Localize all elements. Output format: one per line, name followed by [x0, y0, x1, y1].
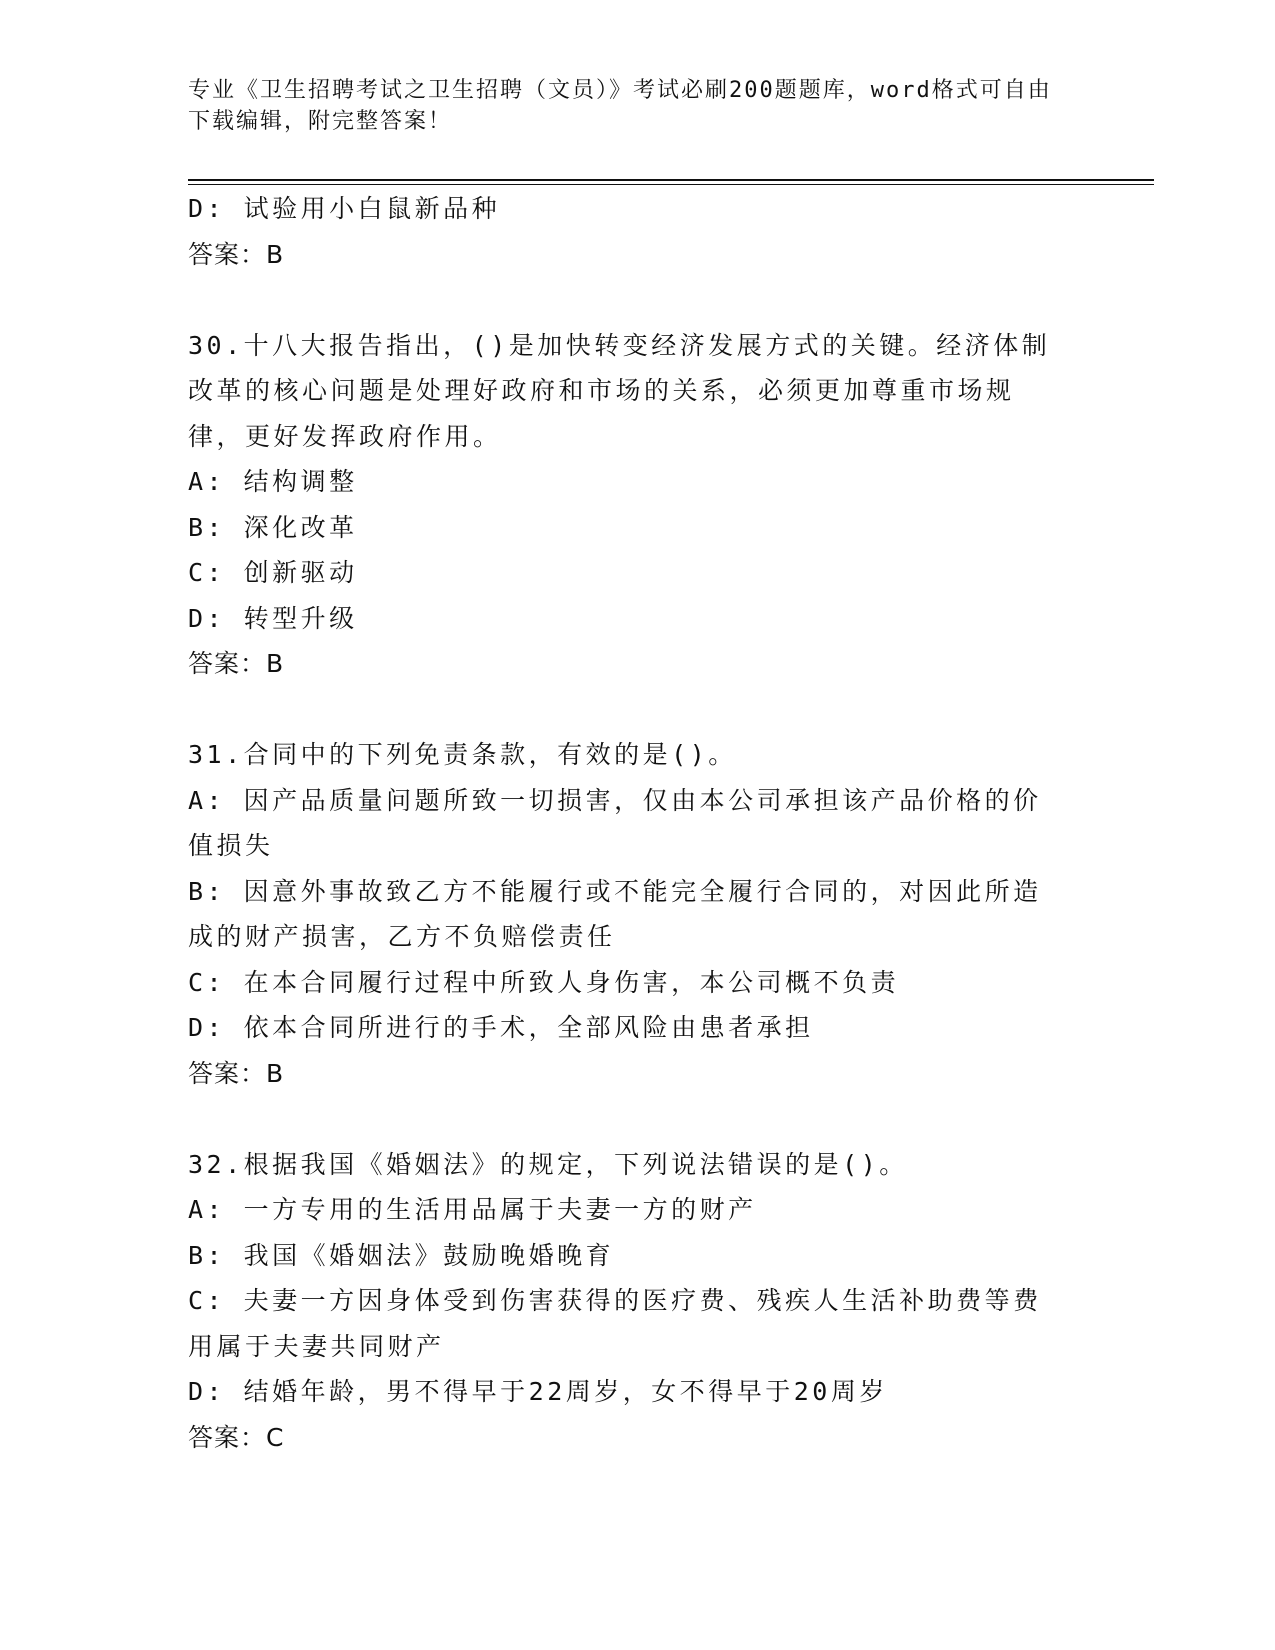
- option-b: B: 我国《婚姻法》鼓励晚婚晚育: [188, 1240, 615, 1270]
- question-stem: 32.根据我国《婚姻法》的规定，下列说法错误的是()。: [188, 1149, 908, 1179]
- question-32: [188, 1142, 1068, 1461]
- header-rule-thin: [188, 184, 1154, 185]
- header-rule-thick: [188, 179, 1154, 181]
- option-a: A: 一方专用的生活用品属于夫妻一方的财产: [188, 1195, 757, 1224]
- answer-line: 答案：C: [188, 1422, 285, 1452]
- question-stem: 30.十八大报告指出，()是加快转变经济发展方式的关键。经济体制改革的核心问题是处理好政府和市场的关系，必须更加尊重市场规律，更好发挥政府作用。: [188, 330, 1051, 451]
- option-c: C: 在本合同履行过程中所致人身伤害，本公司概不负责: [188, 967, 900, 997]
- document-header: 专业《卫生招聘考试之卫生招聘（文员）》考试必刷200题题库，word格式可自由下载编辑，附完整答案！: [188, 78, 1052, 134]
- option-c: C: 夫妻一方因身体受到伤害获得的医疗费、残疾人生活补助费等费用属于夫妻共同财产: [188, 1286, 1042, 1361]
- question-30: [188, 323, 1068, 687]
- spacer: [188, 687, 1068, 733]
- question-31: [188, 732, 1068, 1096]
- option-b: B: 因意外事故致乙方不能履行或不能完全履行合同的，对因此所造成的财产损害，乙方不负赔偿责任: [188, 876, 1042, 951]
- option-d: D: 依本合同所进行的手术，全部风险由患者承担: [188, 1013, 814, 1042]
- option-a: A: 因产品质量问题所致一切损害，仅由本公司承担该产品价格的价值损失: [188, 785, 1042, 860]
- option-a: A: 结构调整: [188, 467, 358, 496]
- answer-line: 答案：B: [188, 649, 285, 678]
- option-d: D: 转型升级: [188, 603, 358, 633]
- previous-question-tail: [188, 186, 1068, 277]
- question-stem: 31.合同中的下列免责条款，有效的是()。: [188, 740, 737, 769]
- option-b: B: 深化改革: [188, 512, 358, 542]
- spacer: [188, 277, 1068, 323]
- spacer: [188, 1096, 1068, 1142]
- option-d: D: 试验用小白鼠新品种: [188, 194, 501, 223]
- document-body: [188, 186, 1068, 1460]
- answer-line: 答案：B: [188, 1058, 285, 1088]
- option-d: D: 结婚年龄，男不得早于22周岁，女不得早于20周岁: [188, 1377, 888, 1406]
- answer-line: 答案：B: [188, 239, 285, 269]
- option-c: C: 创新驱动: [188, 558, 358, 587]
